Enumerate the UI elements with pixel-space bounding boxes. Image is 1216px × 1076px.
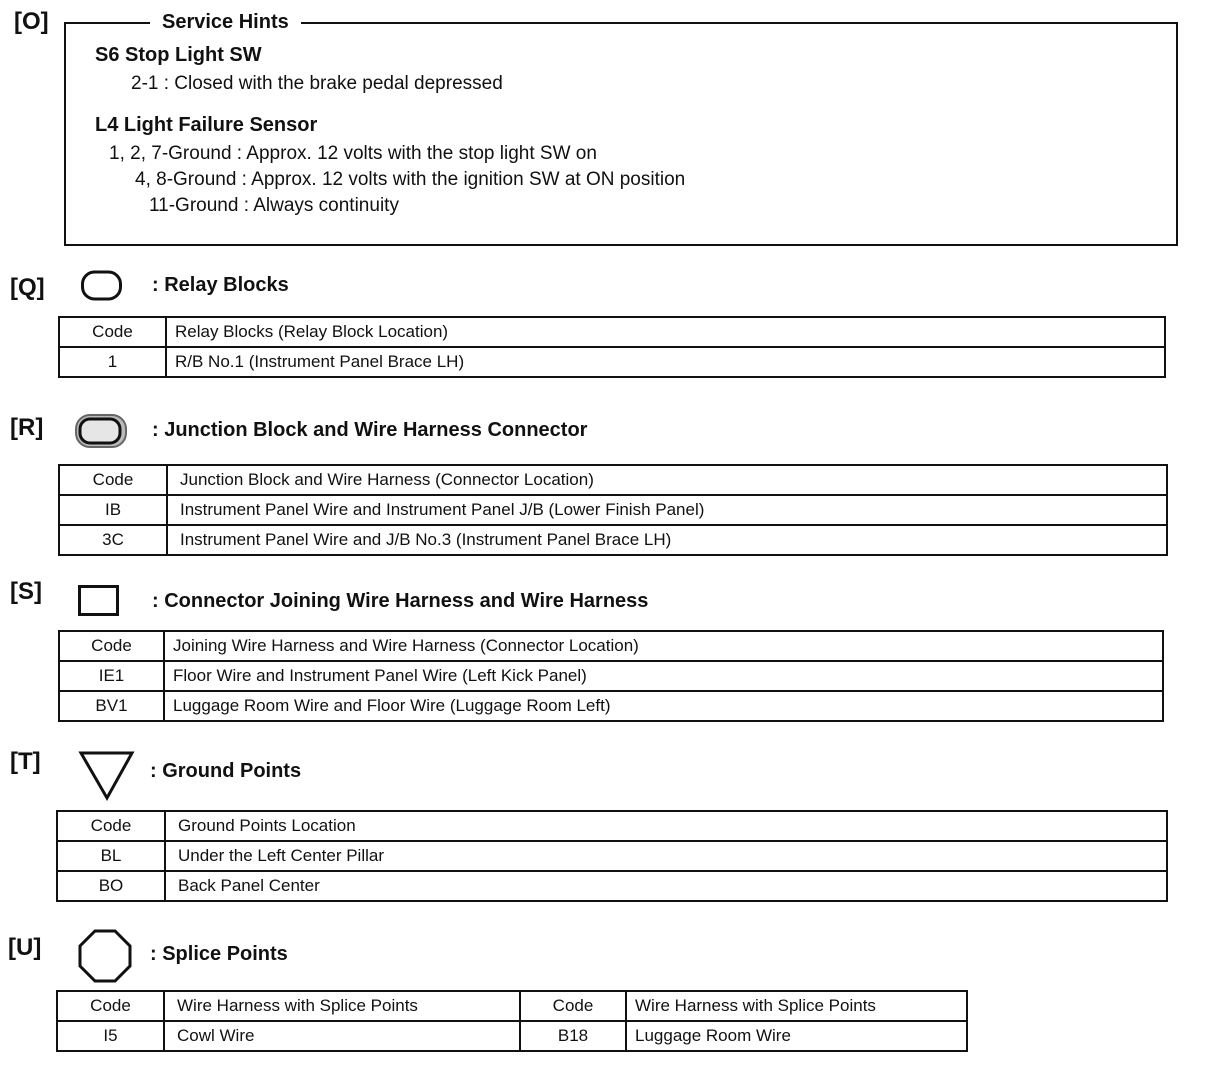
ground-points-table xyxy=(56,810,1168,902)
hint-s6-title: S6 Stop Light SW xyxy=(95,44,262,66)
section-title-relay-blocks: : Relay Blocks xyxy=(152,274,289,296)
cell-location: Back Panel Center xyxy=(165,871,1167,901)
triangle-down-icon xyxy=(78,750,136,802)
cell-code: IB xyxy=(59,495,167,525)
header-wire-harness: Wire Harness with Splice Points xyxy=(164,991,520,1021)
service-hints-title: Service Hints xyxy=(150,11,301,34)
cell-code: IE1 xyxy=(59,661,164,691)
section-label-o: [O] xyxy=(14,8,49,35)
table-header-row xyxy=(57,811,1167,841)
cell-code: 1 xyxy=(59,347,166,377)
header-wire-harness: Wire Harness with Splice Points xyxy=(626,991,967,1021)
rounded-rect-icon xyxy=(80,269,124,303)
header-code: Code xyxy=(520,991,626,1021)
header-code: Code xyxy=(59,465,167,495)
cell-location: Instrument Panel Wire and J/B No.3 (Instrument Panel Brace LH) xyxy=(167,525,1167,555)
section-title-splice-points: : Splice Points xyxy=(150,943,288,965)
table-row xyxy=(59,661,1163,691)
junction-block-table xyxy=(58,464,1168,556)
table-header-row xyxy=(57,991,967,1021)
cell-wire-harness: Cowl Wire xyxy=(164,1021,520,1051)
table-row xyxy=(57,1021,967,1051)
cell-location: Floor Wire and Instrument Panel Wire (Left Kick Panel) xyxy=(164,661,1163,691)
hint-s6-line: 2-1 : Closed with the brake pedal depressed xyxy=(131,73,503,94)
header-code: Code xyxy=(57,991,164,1021)
cell-code: B18 xyxy=(520,1021,626,1051)
section-label-r: [R] xyxy=(10,414,44,441)
table-row xyxy=(59,691,1163,721)
relay-blocks-table xyxy=(58,316,1166,378)
cell-code: BV1 xyxy=(59,691,164,721)
section-label-u: [U] xyxy=(8,934,42,961)
hint-l4-line-1: 1, 2, 7-Ground : Approx. 12 volts with the stop light SW on xyxy=(109,143,597,164)
header-code: Code xyxy=(59,317,166,347)
cell-wire-harness: Luggage Room Wire xyxy=(626,1021,967,1051)
cell-location: R/B No.1 (Instrument Panel Brace LH) xyxy=(166,347,1165,377)
section-title-ground-points: : Ground Points xyxy=(150,760,302,782)
hint-l4-line-2: 4, 8-Ground : Approx. 12 volts with the ignition SW at ON position xyxy=(135,169,686,190)
table-row xyxy=(59,525,1167,555)
header-code: Code xyxy=(57,811,165,841)
cell-code: BL xyxy=(57,841,165,871)
table-row xyxy=(59,495,1167,525)
table-row xyxy=(57,871,1167,901)
cell-code: BO xyxy=(57,871,165,901)
cell-location: Under the Left Center Pillar xyxy=(165,841,1167,871)
section-label-s: [S] xyxy=(10,578,42,605)
connector-joining-table xyxy=(58,630,1164,722)
cell-code: 3C xyxy=(59,525,167,555)
table-row xyxy=(59,347,1165,377)
section-label-t: [T] xyxy=(10,748,41,775)
cell-location: Luggage Room Wire and Floor Wire (Luggage Room Left) xyxy=(164,691,1163,721)
table-header-row xyxy=(59,631,1163,661)
header-location: Joining Wire Harness and Wire Harness (Connector Location) xyxy=(164,631,1163,661)
header-location: Relay Blocks (Relay Block Location) xyxy=(166,317,1165,347)
table-row xyxy=(57,841,1167,871)
table-header-row xyxy=(59,465,1167,495)
hint-l4-title: L4 Light Failure Sensor xyxy=(95,114,318,136)
hint-l4-line-3: 11-Ground : Always continuity xyxy=(149,195,399,216)
cell-code: I5 xyxy=(57,1021,164,1051)
section-title-connector-joining: : Connector Joining Wire Harness and Wire Harness xyxy=(152,590,649,612)
cell-location: Instrument Panel Wire and Instrument Panel J/B (Lower Finish Panel) xyxy=(167,495,1167,525)
square-icon xyxy=(77,584,121,618)
shaded-rounded-rect-icon xyxy=(74,412,128,450)
splice-points-table xyxy=(56,990,968,1052)
table-header-row xyxy=(59,317,1165,347)
header-location: Ground Points Location xyxy=(165,811,1167,841)
octagon-icon xyxy=(77,928,133,984)
header-location: Junction Block and Wire Harness (Connector Location) xyxy=(167,465,1167,495)
section-title-junction-block: : Junction Block and Wire Harness Connector xyxy=(152,419,588,441)
header-code: Code xyxy=(59,631,164,661)
section-label-q: [Q] xyxy=(10,274,45,301)
